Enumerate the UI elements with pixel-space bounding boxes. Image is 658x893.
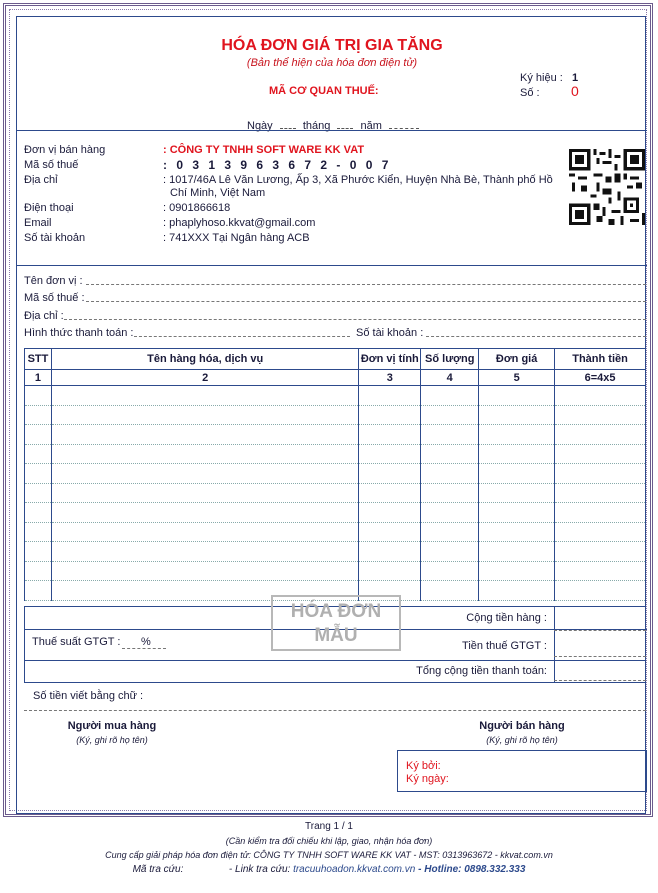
table-header: Đơn vị tính <box>359 349 421 370</box>
lookup-link[interactable]: tracuuhoadon.kkvat.com.vn <box>293 864 416 875</box>
buyer-address-field[interactable] <box>64 310 646 320</box>
buyer-account-field[interactable] <box>426 327 646 337</box>
seller-phone-value: : 0901866618 <box>163 202 231 214</box>
subtotal-label: Cộng tiền hàng : <box>466 612 547 624</box>
buyer-address-label: Địa chỉ : <box>24 310 64 322</box>
items-table <box>24 348 646 601</box>
column-number: 4 <box>421 370 479 386</box>
symbol-label: Ký hiệu : <box>520 72 563 84</box>
grand-total-field[interactable] <box>554 671 646 681</box>
buyer-tax-field[interactable] <box>86 292 646 302</box>
watermark-line-2: MẪU <box>314 625 358 646</box>
invoice-frame <box>3 3 653 817</box>
number-label: Số : <box>520 87 540 99</box>
buyer-unit-label: Tên đơn vị : <box>24 275 83 287</box>
seller-phone-label: Điện thoại <box>24 202 74 214</box>
lookup-code-label: Mã tra cứu: <box>132 864 184 875</box>
footer-lookup <box>0 864 658 875</box>
footer-provider: Cung cấp giải pháp hóa đơn điện tử: CÔNG TY TNHH SOFT WARE KK VAT - MST: 0313963672 - kkvat.com.vn <box>105 850 553 860</box>
seller-tax-value: : 0 3 1 3 9 6 3 6 7 2 - 0 0 7 <box>163 158 392 172</box>
buyer-unit-row <box>24 275 646 289</box>
table-header: Đơn giá <box>479 349 555 370</box>
buyer-account-label: Số tài khoản : <box>356 327 424 339</box>
column-number: 5 <box>479 370 555 386</box>
buyer-signature-sub: (Ký, ghi rõ họ tên) <box>76 735 148 745</box>
sample-watermark <box>271 595 401 651</box>
signed-date-label: Ký ngày: <box>406 773 449 785</box>
table-header: Tên hàng hóa, dịch vụ <box>51 349 358 370</box>
table-row[interactable] <box>25 405 646 425</box>
table-row[interactable] <box>25 386 646 406</box>
column-number: 6=4x5 <box>555 370 646 386</box>
table-row[interactable] <box>25 444 646 464</box>
buyer-payment-row <box>24 327 646 341</box>
invoice-subtitle: (Bản thể hiện của hóa đơn điện tử) <box>246 57 418 69</box>
symbol-value: 1 <box>572 72 579 84</box>
qr-code-icon <box>569 149 645 225</box>
column-number: 1 <box>25 370 52 386</box>
buyer-tax-label: Mã số thuế : <box>24 292 85 304</box>
seller-address-value-2: Chí Minh, Việt Nam <box>170 187 266 199</box>
date-day-blank <box>280 119 296 129</box>
seller-name-label: Đơn vị bán hàng <box>24 144 106 156</box>
page-number: Trang 1 / 1 <box>305 821 353 832</box>
in-words-field[interactable] <box>24 701 646 711</box>
lookup-link-prefix: - Link tra cứu: <box>228 864 291 875</box>
grand-total-label: Tổng cộng tiền thanh toán: <box>416 665 547 677</box>
buyer-payment-field[interactable] <box>134 327 350 337</box>
footer-note: (Cần kiểm tra đối chiếu khi lập, giao, nhận hóa đơn) <box>225 836 433 846</box>
seller-address-value: : 1017/46A Lê Văn Lương, Ấp 3, Xã Phước Kiển, Huyện Nhà Bè, Thành phố Hồ <box>163 174 553 186</box>
date-year-blank <box>389 119 419 129</box>
table-row[interactable] <box>25 522 646 542</box>
buyer-unit-field[interactable] <box>86 275 646 285</box>
table-number-row <box>25 370 646 386</box>
table-header: Số lượng <box>421 349 479 370</box>
table-row[interactable] <box>25 503 646 523</box>
column-number: 3 <box>359 370 421 386</box>
divider <box>17 265 647 266</box>
seller-email-label: Email <box>24 217 52 229</box>
digital-signature-box <box>397 750 647 792</box>
number-value: 0 <box>571 83 579 99</box>
seller-email-value: : phaplyhoso.kkvat@gmail.com <box>163 217 316 229</box>
table-row[interactable] <box>25 425 646 445</box>
invoice-body <box>16 16 646 814</box>
table-row[interactable] <box>25 542 646 562</box>
seller-signature-title: Người bán hàng <box>479 720 565 732</box>
seller-name-value: : CÔNG TY TNHH SOFT WARE KK VAT <box>163 144 365 156</box>
seller-address-label: Địa chỉ <box>24 174 58 186</box>
table-row[interactable] <box>25 483 646 503</box>
table-header: STT <box>25 349 52 370</box>
date-month-label: tháng <box>302 120 331 132</box>
vat-amount-field[interactable] <box>554 647 646 657</box>
buyer-signature-title: Người mua hàng <box>67 720 157 732</box>
invoice-title: HÓA ĐƠN GIÁ TRỊ GIA TĂNG <box>221 37 443 54</box>
in-words-label: Số tiền viết bằng chữ : <box>33 690 144 702</box>
tax-authority-code-label: MÃ CƠ QUAN THUẾ: <box>269 85 379 97</box>
table-header-row <box>25 349 646 370</box>
seller-signature-sub: (Ký, ghi rõ họ tên) <box>486 735 558 745</box>
seller-signature <box>427 720 617 745</box>
table-row[interactable] <box>25 561 646 581</box>
seller-account-value: : 741XXX Tại Ngân hàng ACB <box>163 232 310 244</box>
date-month-blank <box>337 119 353 129</box>
grand-total-row <box>24 660 646 683</box>
table-header: Thành tiền <box>555 349 646 370</box>
hotline: - Hotline: 0898.332.333 <box>418 864 526 875</box>
date-year-label: năm <box>360 120 382 132</box>
date-day-label: Ngày <box>247 120 273 132</box>
subtotal-value-field[interactable] <box>554 621 646 631</box>
vat-rate-unit: % <box>141 636 151 648</box>
vat-rate-label: Thuế suất GTGT : <box>32 636 121 648</box>
watermark-line-1: HÓA ĐƠN <box>290 601 382 622</box>
divider <box>17 130 647 131</box>
signed-by-label: Ký bởi: <box>406 760 441 772</box>
column-number: 2 <box>51 370 358 386</box>
seller-account-label: Số tài khoản <box>24 232 86 244</box>
buyer-address-row <box>24 310 646 324</box>
buyer-tax-row <box>24 292 646 306</box>
vat-amount-label: Tiền thuế GTGT : <box>462 640 547 652</box>
table-row[interactable] <box>25 464 646 484</box>
seller-tax-label: Mã số thuế <box>24 159 79 171</box>
buyer-payment-label: Hình thức thanh toán : <box>24 327 134 339</box>
buyer-signature <box>17 720 207 745</box>
